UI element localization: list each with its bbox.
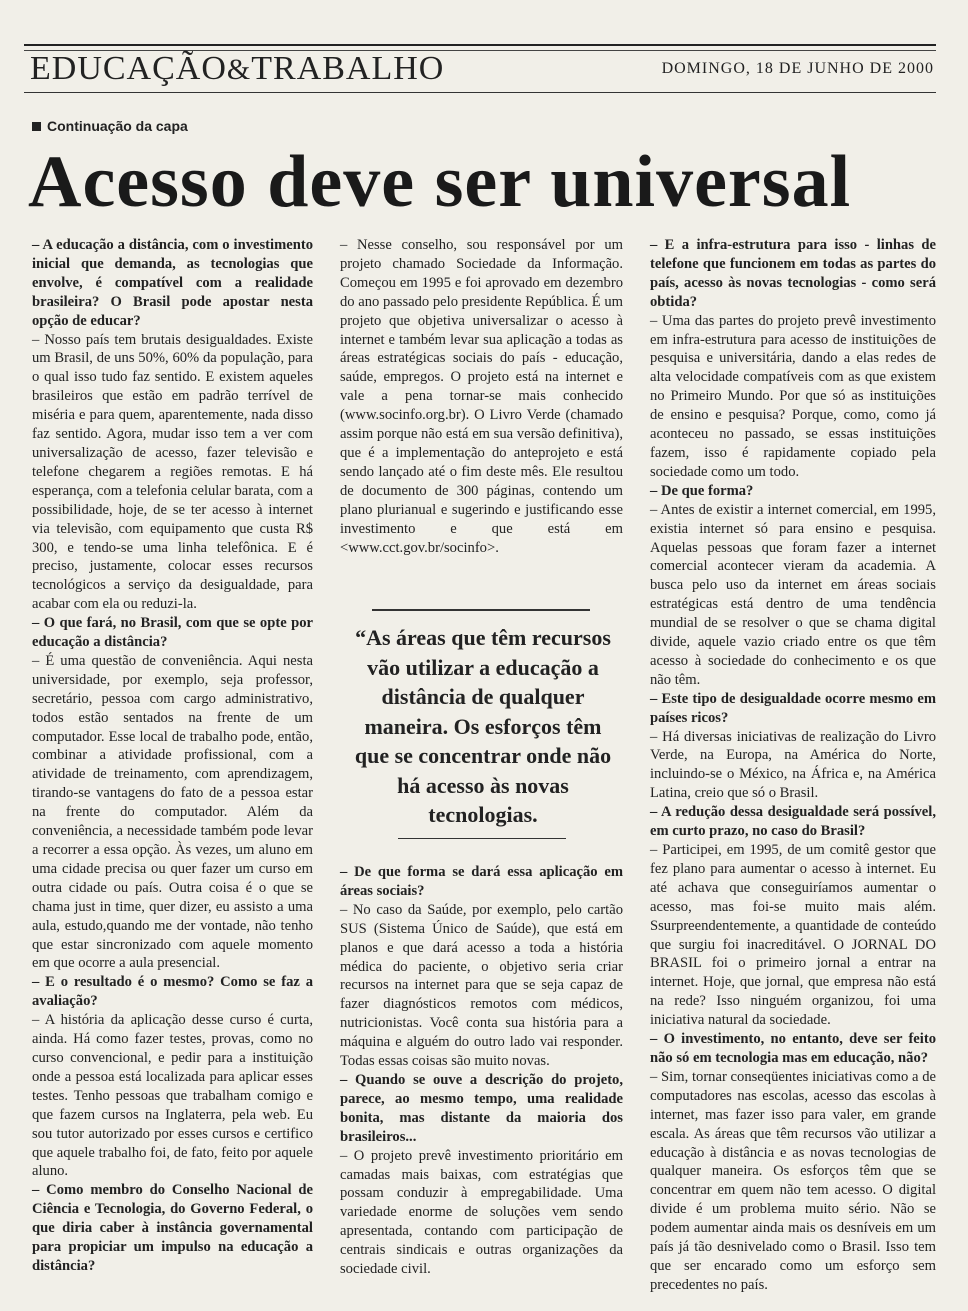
kicker-text: Continuação da capa [47, 118, 188, 134]
interview-question: – A educação a distância, com o investimento inicial que demanda, as tecnologias que envolve, é compatível com a realidade brasileira? O Brasil pode apostar nesta opção de educar? [32, 237, 313, 329]
interview-answer: – É uma questão de conveniência. Aqui nesta universidade, por exemplo, seja professor, secretário, pessoa com cargo administrativo, todos estão sentados na frente de um computador. Esse local de trabalho pode, então, combinar a atividade profissional, com a atividade de treinamento, com aprendizagem, tirando-se vantagens do fato de a pessoa estar na frente do computador. Além da conveniência, a necessidade também pode levar a recorrer a essa opção. Às vezes, um aluno em uma cidade precisa ou quer fazer um curso em outra cidade ou país. Outra coisa é o que se chama just in time, quer dizer, eu assisto a uma aula, estudo,quando me der vontade, não tenho que estar sincronizado com aquele momento em que ocorre a aula presencial. [32, 652, 313, 972]
interview-question: – E o resultado é o mesmo? Como se faz a avaliação? [32, 974, 313, 1010]
interview-answer: – Há diversas iniciativas de realização do Livro Verde, na Europa, na América do Norte, incluindo-se o México, na África e, na América Latina, creio que só o Brasil. [650, 728, 936, 802]
section-ampersand: & [226, 53, 252, 86]
section-name-b: TRABALHO [251, 50, 445, 87]
column-1 [32, 236, 313, 1276]
dateline: DOMINGO, 18 DE JUNHO DE 2000 [661, 60, 934, 77]
interview-question: – E a infra-estrutura para isso - linhas de telefone que funcionem em todas as partes do país, acesso às novas tecnologias - como será obtida? [650, 237, 936, 310]
interview-answer: – Sim, tornar conseqüentes iniciativas como a de computadores nas escolas, acesso das escolas à internet, mas fazer isso para valer, em grande escala. As áreas que têm recursos vão utilizar a educação à distância e as novas tecnologias de qualquer maneira. Os esforços têm que se concentrar em quem não tem acesso. O digital divide é um problema muito sério. Não se podem aumentar ainda mais os desníveis em um país já tão desnivelado como o Brasil. Isso tem que ser encarado como um esforço sem precedentes no país. [650, 1068, 936, 1293]
interview-answer: – A história da aplicação desse curso é curta, ainda. Há como fazer testes, provas, como no curso convencional, e pedir para a instituição onde a pessoa está localizada para aplicar esses testes. Tenho pessoas que trabalham comigo e que fazem cursos na Inglaterra, pela web. Eu sou tutor autorizado por esses cursos e certifico que aquele trabalho foi, de fato, feito por aquele aluno. [32, 1012, 313, 1180]
section-name-a: EDUCAÇÃO [30, 50, 227, 87]
interview-question: – O investimento, no entanto, deve ser feito não só em tecnologia mas em educação, não? [650, 1031, 936, 1066]
interview-question: – Este tipo de desigualdade ocorre mesmo em países ricos? [650, 690, 936, 726]
interview-question: – De que forma? [650, 482, 754, 499]
section-name [30, 50, 444, 88]
pullquote: “As áreas que têm recursos vão utilizar a educação a distância de qualquer maneira. Os esforços têm que se concentrar onde não há acesso às novas tecnologias. [354, 625, 612, 827]
kicker [32, 118, 188, 134]
interview-question: – Quando se ouve a descrição do projeto, parece, ao mesmo tempo, uma realidade bonita, mas distante da maioria dos brasileiros... [340, 1071, 623, 1145]
pullquote-rule-top [372, 609, 590, 611]
bullet-square-icon [32, 122, 41, 131]
interview-answer: – No caso da Saúde, por exemplo, pelo cartão SUS (Sistema Único de Saúde), que está em planos e que dará acesso a toda a história médica do paciente, o objetivo seria criar recursos na internet para que se seja capaz de fazer diagnósticos remotos com médicos, nutricionistas. Você conta sua história para a máquina e alguém do outro lado vai responder. Todas essas coisas são muito novas. [340, 901, 623, 1070]
interview-answer: – Uma das partes do projeto prevê investimento em infra-estrutura para acesso de instituições de pesquisa e universitária, dando a elas redes de alta velocidade compatíveis com as que existem no Primeiro Mundo. Por que só as instituições de ensino e pesquisa? Porque, como, como já aconteceu no passado, se essas instituições fazem, isso é rapidamente copiado pela sociedade como um todo. [650, 312, 936, 480]
interview-question: – A redução dessa desigualdade será possível, em curto prazo, no caso do Brasil? [650, 804, 936, 840]
interview-question: – De que forma se dará essa aplicação em áreas sociais? [340, 864, 623, 899]
column-2-continued [340, 863, 623, 1279]
interview-answer: – Nesse conselho, sou responsável por um projeto chamado Sociedade da Informação. Começou em 1995 e foi aprovado em dezembro do ano passado pelo presidente República. É um projeto que objetiva universalizar o acesso à internet e também levar sua aplicação a todas as áreas estratégicas sociais do país - educação, saúde, empregos. O projeto está na internet e vale a pena tornar-se mais conhecido (www.socinfo.org.br). O Livro Verde (chamado assim porque não está em sua versão definitiva), que é a implementação do anteprojeto e está sendo lançado até o fim deste mês. Ele resultou de documento de 300 páginas, contendo um plano plurianual e sugerindo e justificando esse investimento e que está em <www.cct.gov.br/socinfo>. [340, 237, 623, 556]
column-2 [340, 236, 623, 557]
header-rule-top [24, 44, 936, 46]
column-3 [650, 236, 936, 1295]
interview-question: – Como membro do Conselho Nacional de Ciência e Tecnologia, do Governo Federal, o que diria caber à instância governamental para propiciar um impulso na educação a distância? [32, 1182, 313, 1274]
interview-question: – O que fará, no Brasil, com que se opte por educação a distância? [32, 615, 313, 651]
interview-answer: – O projeto prevê investimento prioritário em camadas mais baixas, com estratégias que possam conduzir à empregabilidade. Uma variedade enorme de soluções vem sendo apresentada, contando com participação de centrais sindicais e outras organizações da sociedade civil. [340, 1147, 623, 1278]
interview-answer: – Nosso país tem brutais desigualdades. Existe um Brasil, de uns 50%, 60% da população, para o qual isso tudo faz sentido. E existem aqueles brasileiros que estão em padrão terrível de miséria e para quem, aparentemente, nada disso faz sentido. Agora, mudar isso tem a ver com universalização de acesso, fazer televisão e telefone chegarem a regiões remotas. E há esperança, com a telefonia celular barata, com a possibilidade, hoje, de se ter acesso à internet via televisão, com equipamento que custa R$ 300, e tendo-se uma linha telefônica. E é preciso, justamente, colocar esses recursos tecnológicos a serviço da desigualdade, para acabar com ela ou reduzi-la. [32, 331, 313, 613]
interview-answer: – Antes de existir a internet comercial, em 1995, existia internet só para ensino e pesquisa. Aquelas pessoas que foram fazer a internet comercial acontecer vieram da academia. A busca pelo uso da internet em áreas sociais estratégicas está dentro de uma tendência mundial de se resolver o que se chama digital divide, aquele vazio criado entre os que têm acesso à sociedade do conhecimento e os que não têm. [650, 501, 936, 688]
header-rule-bottom [24, 92, 936, 93]
pullquote-rule-bottom [398, 838, 566, 839]
interview-answer: – Participei, em 1995, de um comitê gestor que fez plano para aumentar o acesso à internet. Eu até achava que conseguiríamos aumentar o acesso, mas foi-se muito mais além. Ssurpreendentemente, a quantidade de conteúdo que surgiu foi inacreditável. O JORNAL DO BRASIL foi o primeiro jornal a entrar na internet. Hoje, que jornal, que empresa não está na rede? Isso ninguém organizou, foi uma iniciativa natural da sociedade. [650, 842, 936, 1029]
headline: Acesso deve ser universal [28, 141, 852, 223]
